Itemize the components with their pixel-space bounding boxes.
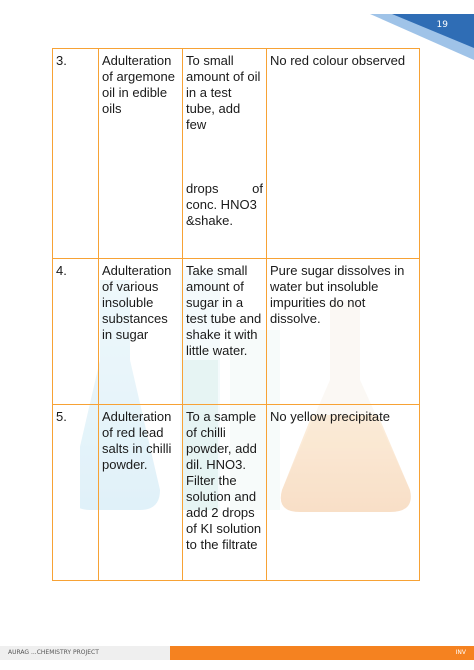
procedure-text-mid: [186, 181, 263, 197]
page-number: 19: [436, 20, 448, 30]
row-number: 4.: [53, 259, 99, 405]
footer-right-label: INV: [170, 646, 474, 660]
table-row: [53, 259, 420, 405]
test-name: Adulteration of red lead salts in chilli powder.: [99, 405, 183, 581]
observation-text: Pure sugar dissolves in water but insoluble impurities do not dissolve.: [267, 259, 420, 405]
procedure-text-bottom: conc. HNO3 &shake.: [186, 197, 257, 228]
footer-project-title: AURAG ...CHEMISTRY PROJECT: [0, 646, 170, 660]
procedure-cell: [183, 49, 267, 259]
adulteration-tests-table: [52, 48, 420, 581]
page-footer: [0, 646, 474, 660]
procedure-text-top: To small amount of oil in a test tube, add few: [186, 53, 261, 132]
test-name: Adulteration of various insoluble substances in sugar: [99, 259, 183, 405]
row-number: 5.: [53, 405, 99, 581]
observation-text: No yellow precipitate: [267, 405, 420, 581]
procedure-text: Take small amount of sugar in a test tube and shake it with little water.: [183, 259, 267, 405]
table-row: [53, 405, 420, 581]
procedure-text: To a sample of chilli powder, add dil. HNO3. Filter the solution and add 2 drops of KI solution to the filtrate: [183, 405, 267, 581]
table-row: [53, 49, 420, 259]
row-number: 3.: [53, 49, 99, 259]
procedure-word: of: [252, 181, 263, 196]
observation-text: No red colour observed: [267, 49, 420, 259]
procedure-word: drops: [186, 181, 219, 196]
test-name: Adulteration of argemone oil in edible oils: [99, 49, 183, 259]
